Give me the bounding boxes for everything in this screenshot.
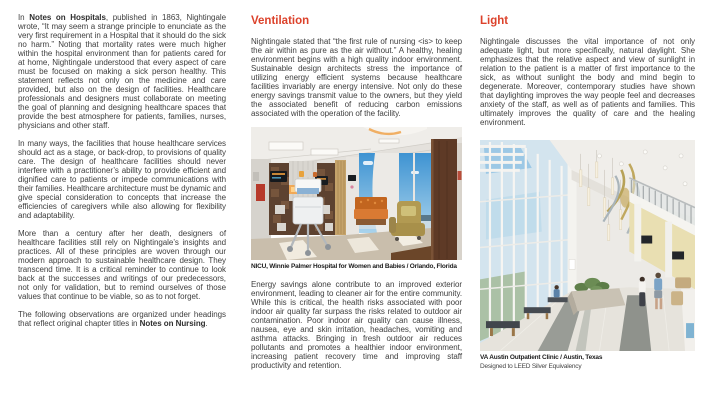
atrium-photo (480, 140, 695, 351)
intro-paragraph-1 (18, 13, 226, 130)
ventilation-column (251, 13, 462, 379)
atrium-photo-caption (480, 354, 695, 371)
ventilation-paragraph-1: Nightingale stated that “the first rule of nursing <is> to keep the air within as pure as the air without.” A healthy, healing environment begins with a high quality indoor environment. Sustainable design architects stress the importance of utilizing energy efficient systems because healthcare facilities invariably are energy intensive. Not only do these energy savings transmit value to the owners, but they yield the associated benefit of reducing carbon emissions associated with the operation of the facility. (251, 37, 462, 118)
intro-paragraph-1-rest: , published in 1863, Nightingale wrote, “It may seem a strange principle to enunciate as the very first requirement in a Hospital that it should do the sick no harm.” Noting that mortality rates were much higher within the hospital environment than for patients cared for at home, Nightingale understood that every aspect of care must be focused on making a sick person healthy. This statement reflects not only on the medicine and care provided, but also on the design of facilities. Healthcare professionals and designers must collaborate on meeting the goal of planning and designing healthcare spaces that provide the best atmosphere for patients, families, nurses, physicians and other staff. (18, 13, 226, 130)
intro-paragraph-4-text: The following observations are organized under headings that reflect original chapter titles in (18, 310, 226, 328)
ventilation-paragraph-2: Energy savings alone contribute to an improved exterior environment, leading to cleaner air for the entire community. While this is critical, the health risks associated with poor indoor air quality far surpass the risks related to outdoor air contamination. Poor indoor air quality can cause illness, nausea, eye and skin irritation, headaches, vomiting and asthma attacks. Bringing in fresh outdoor air reduces pollutants and promotes a healthier indoor environment, increasing patient recovery time and improving staff productivity and retention. (251, 279, 462, 370)
nicu-left-wall (251, 159, 271, 239)
atrium-photo-caption-subtitle: Designed to LEED Silver Equivalency (480, 362, 582, 370)
light-heading: Light (480, 15, 509, 27)
nicu-curtain (335, 157, 359, 237)
nicu-photo-caption-text: NICU, Winnie Palmer Hospital for Women and Babies / Orlando, Florida (251, 263, 457, 270)
nicu-photo-caption (251, 263, 462, 272)
ventilation-heading: Ventilation (251, 15, 310, 27)
notes-on-nursing-title: Notes on Nursing (139, 319, 206, 328)
intro-paragraph-4-rest: . (205, 319, 208, 328)
light-column (480, 13, 695, 379)
nicu-photo (251, 127, 462, 260)
notes-on-hospitals-title: Notes on Hospitals (29, 13, 106, 22)
nicu-wood-panel (431, 139, 462, 260)
intro-paragraph-2: In many ways, the facilities that house healthcare services should act as a stage, or back-drop, to provisions of quality care. The design of healthcare facilities should never interfere with a practitioner’s ability to provide efficient and dignified care to patients or impede communications with their families. Healthcare architecture must be dynamic and give special consideration to concepts that increase the efficiencies of caregivers while also allowing for flexibility and adaptability. (18, 139, 226, 220)
intro-paragraph-1-text: In (18, 13, 30, 22)
nicu-sofa (354, 197, 388, 225)
intro-column (18, 13, 226, 337)
intro-paragraph-4 (18, 310, 226, 328)
light-paragraph-1: Nightingale discusses the vital importance of not only adequate light, but more specifically, natural daylight. She emphasizes that the relative aspect and view of sunlight in relation to the patient is a matter of first importance to the sick, as without sunlight the body and mind begin to degenerate. Moreover, contemporary studies have shown that daylighting improves the way people feel and decreases anxiety of the staff, as well as of patients and families. This ultimately improves the quality of care and the healing environment. (480, 37, 695, 127)
intro-paragraph-3: More than a century after her death, designers of healthcare facilities still rely on Nightingale’s insights and practices. All of these principles are woven through our modern approach to sustainable healthcare design. They transcend time. It is a critical reminder to continue to look back at the successes and writings of our predecessors, not only for validation, but to remind ourselves of those values that continue to be viable, so as to not forget. (18, 229, 226, 301)
atrium-photo-caption-title: VA Austin Outpatient Clinic / Austin, Texas (480, 354, 603, 361)
